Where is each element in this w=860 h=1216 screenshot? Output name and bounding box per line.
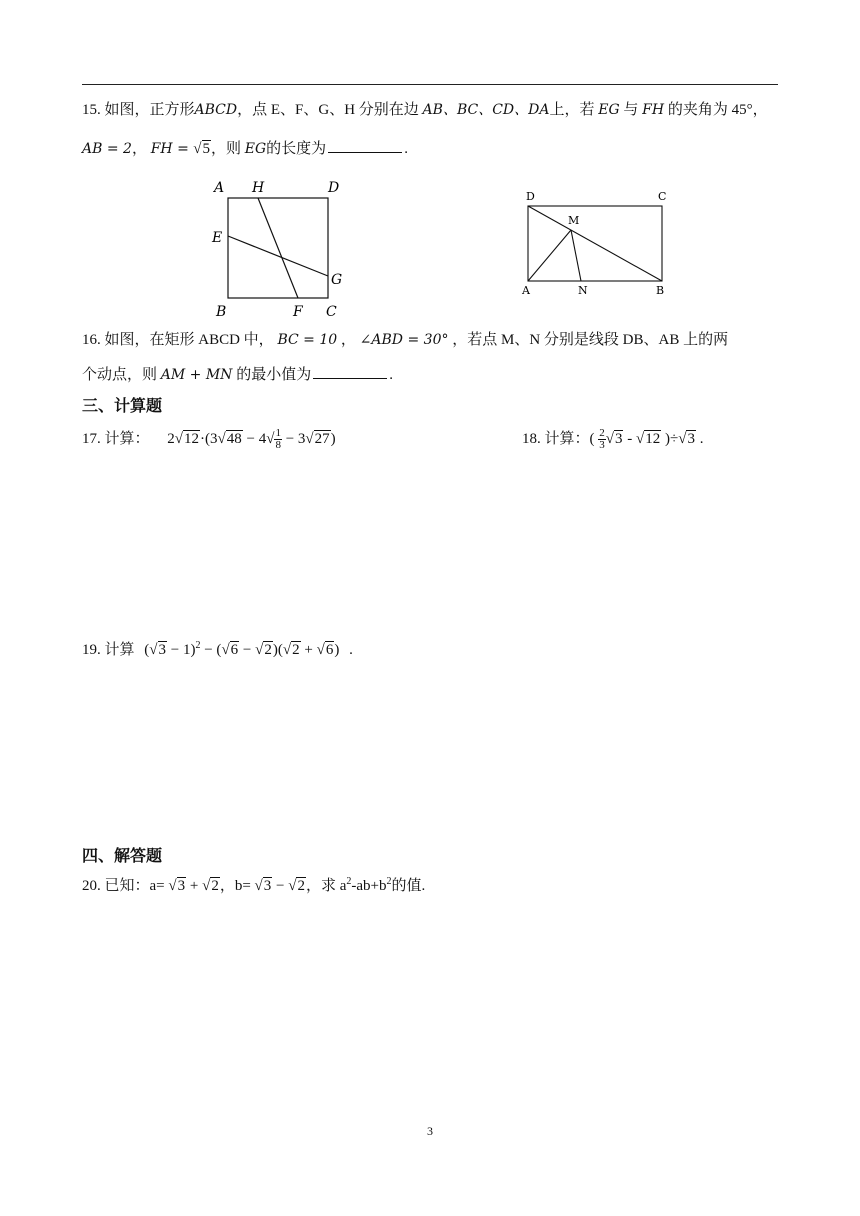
q16-line1: 16. 如图，在矩形 ABCD 中， BC = 10 ， ∠ABD = 30° ，若点 M、N 分别是线段 DB、AB 上的两 bbox=[82, 332, 729, 348]
fig2-label-n: N bbox=[578, 284, 588, 297]
fig2-label-c: C bbox=[658, 190, 667, 203]
figure-square bbox=[200, 172, 360, 322]
q18-line: 18. 计算：( $\frac{2}{3}$ √3 - √12 )÷√3 . bbox=[522, 427, 704, 451]
section-heading-answer: 四、解答题 bbox=[82, 846, 163, 865]
fig1-label-a: A bbox=[214, 180, 225, 196]
fig1-label-g: G bbox=[331, 272, 343, 288]
fig1-label-e: E bbox=[212, 230, 223, 246]
answer-blank bbox=[313, 364, 387, 379]
fig1-label-d: D bbox=[328, 180, 340, 196]
page-number: 3 bbox=[427, 1124, 433, 1138]
fraction: $\frac{1}{8}$ bbox=[275, 427, 281, 451]
q19-line: 19. 计算 $(√3 - 1)^2 - (√6 - √2)(√2 + √6)$ . bbox=[82, 640, 353, 658]
q20-line: 20. 已知：a= √3 + √2，b= √3 − √2，求 $a^2-ab+b^2$的值. bbox=[82, 876, 426, 894]
figure-rectangle bbox=[518, 186, 678, 298]
q16-line2: 个动点，则 AM + MN 的最小值为 . bbox=[82, 364, 393, 385]
fig2-label-m: M bbox=[568, 214, 580, 227]
fig2-label-b: B bbox=[656, 284, 665, 297]
sqrt-expr: √5 bbox=[193, 141, 210, 157]
fig1-label-b: B bbox=[216, 304, 227, 320]
fig1-label-h: H bbox=[252, 180, 265, 196]
q17-line: 17. 计算： 2√12·(3√48 − 4√ $\frac{1}{8}$ − 3√27) bbox=[82, 427, 336, 451]
answer-blank bbox=[328, 138, 402, 153]
fig2-label-a: A bbox=[522, 284, 530, 297]
q15-line2: AB = 2， FH = √5，则 EG的长度为 . bbox=[82, 138, 408, 159]
fig1-label-f: F bbox=[293, 304, 303, 320]
q15-line1: 15. 如图，正方形ABCD，点 E、F、G、H 分别在边 AB、BC、CD、DA上，若 EG 与 FH 的夹角为 45°， bbox=[82, 102, 768, 118]
fig1-label-c: C bbox=[326, 304, 337, 320]
fraction: $\frac{2}{3}$ bbox=[599, 427, 605, 451]
fig2-label-d: D bbox=[526, 190, 535, 203]
section-heading-calculation: 三、计算题 bbox=[82, 396, 163, 415]
header-rule bbox=[82, 84, 778, 85]
